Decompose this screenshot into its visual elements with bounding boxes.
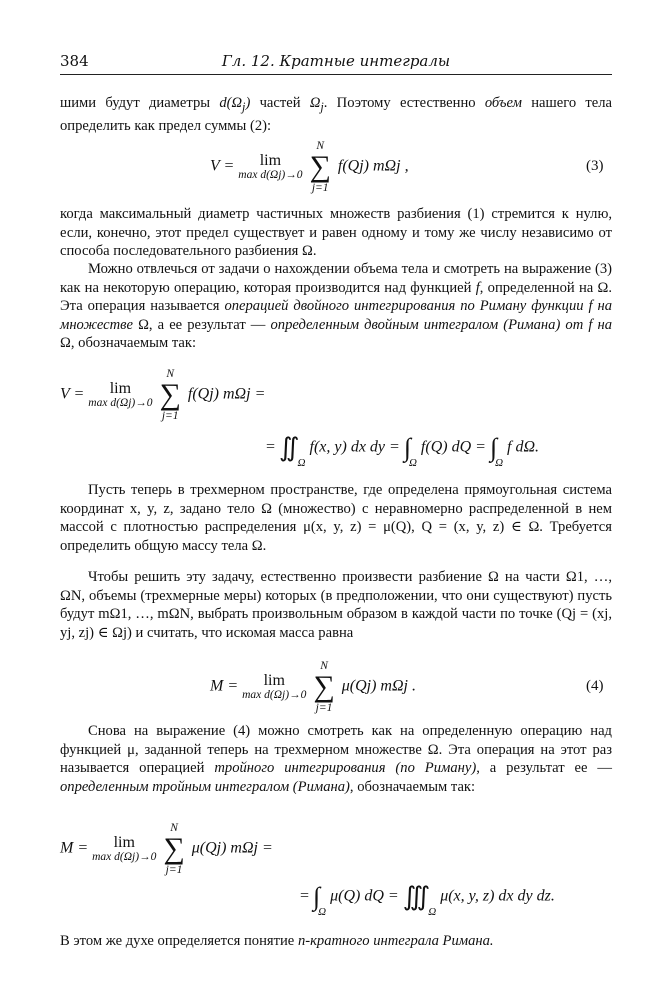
equation-double-integral-line2: = $∬_\Omega$ f(x, y) dx dy = $\int_\Omega$ f(Q) dQ = $\int_\Omega$ f dΩ. [266,433,540,469]
paragraph-6: Снова на выражение (4) можно смотреть как на определенную операцию над функцией μ, заданной теперь на трехмерном множестве Ω. Эта операция на этот раз называется операцией тройного интегрирования (по Риману), а результат ее — определенным тройным интегралом (Римана), обозначаемым так: [60,723,613,795]
equation-4: M = lim max d(Ωj)→0 N ∑ j=1 μ(Qj) mΩj . [210,660,416,714]
page-header [60,52,612,74]
triple-integral-sign: $∭_\Omega$ [402,882,437,918]
running-title: Гл. 12. Кратные интегралы [221,52,451,70]
limit-operator: lim max d(Ωj)→0 [238,151,303,181]
paragraph-1: шими будут диаметры $d(\Omega_j)$ частей $\Omega_j$. Поэтому естественно объем нашего тела определить как предел суммы (2): [60,95,612,134]
integral-sign: $\int_\Omega$ [403,433,417,469]
equation-3: V = lim max d(Ωj)→0 N ∑ j=1 f(Qj) mΩj , [210,140,409,194]
paragraph-3: Можно отвлечься от задачи о нахождении объема тела и смотреть на выражение (3) как на некоторую операцию, которая производится над функцией f, определенной на Ω. Эта операция называется операцией двойного интегрирования по Риману функции f на множестве Ω, а ее результат — определенным двойным интегралом (Римана) от f на Ω, обозначаемым так: [60,261,613,352]
page-number: 384 [60,52,89,70]
header-rule [60,74,612,75]
equation-number-4: (4) [586,678,604,694]
double-integral-sign: $∬_\Omega$ [279,433,306,469]
paragraph-7: В этом же духе определяется понятие n-кратного интеграла Римана. [60,933,494,949]
paragraph-2: когда максимальный диаметр частичных множеств разбиения (1) стремится к нулю, если, конечно, этот предел существует и равен одному и тому же числу независимо от способа последовательного разбиения Ω. [60,206,612,260]
equation-triple-integral-line2: = $\int_\Omega$ μ(Q) dQ = $∭_\Omega$ μ(x, y, z) dx dy dz. [300,882,555,918]
integral-sign: $\int_\Omega$ [489,433,504,469]
equation-number-3: (3) [586,158,604,174]
paragraph-5: Чтобы решить эту задачу, естественно произвести разбиение Ω на части Ω1, …, ΩN, объемы (трехмерные меры) которых (в предположении, что они существуют) пусть будут mΩ1, …, mΩN, выбрать произвольным образом в каждой части по точке (Qj = (xj, yj, zj) ∈ Ωj) и считать, что искомая масса равна [60,569,612,641]
book-page [60,0,612,1000]
equation-double-integral-line1: V = lim max d(Ωj)→0 N ∑ j=1 f(Qj) mΩj = [60,368,266,422]
equation-triple-integral-line1: M = lim max d(Ωj)→0 N ∑ j=1 μ(Qj) mΩj = [60,822,273,876]
paragraph-4: Пусть теперь в трехмерном пространстве, где определена прямоугольная система координат x, y, z, задано тело Ω (множество) с неравномерно распределенной в нем массой с плотностью распределения μ(x, y, z) = μ(Q), Q = (x, y, z) ∈ Ω. Требуется определить общую массу тела Ω. [60,482,612,554]
sum-operator: N ∑ j=1 [309,140,331,194]
integral-sign: $\int_\Omega$ [313,882,327,918]
